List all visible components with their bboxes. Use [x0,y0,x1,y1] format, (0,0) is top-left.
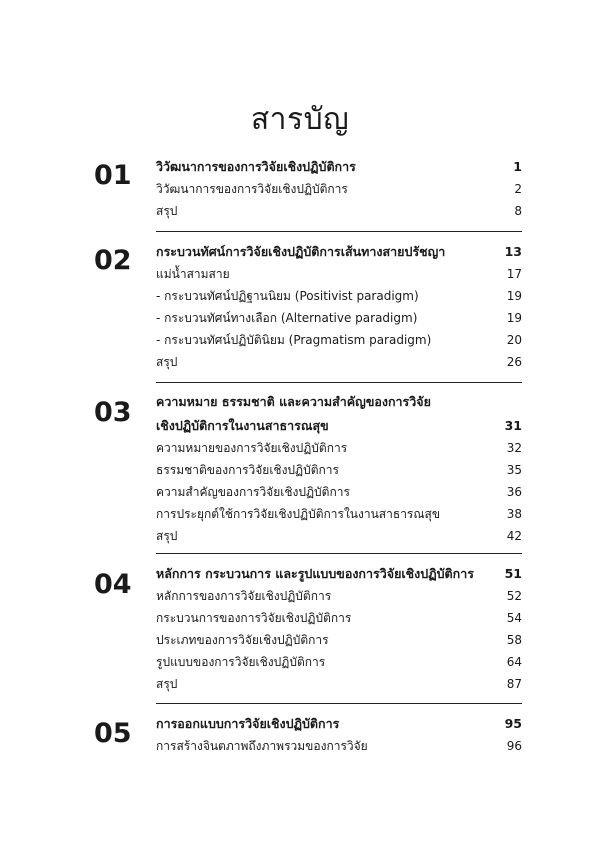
entry-title: ธรรมชาติของการวิจัยเชิงปฏิบัติการ [156,463,339,477]
entry-title: วิวัฒนาการของการวิจัยเชิงปฏิบัติการ [156,159,356,174]
toc-entry[interactable] [156,735,522,757]
section-divider [156,231,522,232]
toc-entry[interactable] [156,351,522,373]
entry-title: สรุป [156,677,178,691]
entry-title: วิวัฒนาการของการวิจัยเชิงปฏิบัติการ [156,182,348,196]
entry-title: สรุป [156,204,178,218]
chapter-heading-entry[interactable] [156,415,522,437]
toc-entry[interactable] [156,481,522,503]
toc-entry[interactable] [156,329,522,351]
entry-title: กระบวนทัศน์การวิจัยเชิงปฏิบัติการเส้นทางสายปรัชญา [156,244,446,259]
entry-page-number: 42 [506,529,522,543]
entry-page-number: 52 [506,589,522,603]
section-divider [156,703,522,704]
toc-entry[interactable] [156,585,522,607]
entry-title: - กระบวนทัศน์ปฏิบัตินิยม (Pragmatism paradigm) [156,333,432,347]
toc-entry[interactable] [156,263,522,285]
chapter-heading-entry[interactable] [156,713,522,735]
chapter-number: 04 [94,569,132,600]
entry-page-number: 19 [506,311,522,325]
entry-page-number: 87 [506,677,522,691]
entry-page-number: 13 [504,244,522,259]
entry-page-number: 36 [506,485,522,499]
entry-page-number: 38 [506,507,522,521]
chapter-heading-line[interactable] [156,391,522,412]
entry-title: สรุป [156,355,178,369]
toc-entry[interactable] [156,178,522,200]
entry-title: เชิงปฏิบัติการในงานสาธารณสุข [156,418,329,433]
toc-entry[interactable] [156,673,522,695]
toc-entry[interactable] [156,285,522,307]
chapter-heading-entry[interactable] [156,241,522,263]
section-divider [156,382,522,383]
entry-title: แม่น้ำสามสาย [156,267,230,281]
entry-title: ความหมาย ธรรมชาติ และความสำคัญของการวิจัย [156,394,431,409]
chapter-entries [156,156,522,222]
entry-title: - กระบวนทัศน์ปฏิฐานนิยม (Positivist paradigm) [156,289,419,303]
entry-page-number: 8 [514,204,522,218]
entry-title: หลักการของการวิจัยเชิงปฏิบัติการ [156,589,332,603]
entry-page-number: 1 [513,159,522,174]
toc-entry[interactable] [156,651,522,673]
entry-page-number: 31 [504,418,522,433]
entry-page-number: 96 [506,739,522,753]
entry-title: การประยุกต์ใช้การวิจัยเชิงปฏิบัติการในงานสาธารณสุข [156,507,441,521]
chapter-number: 02 [94,245,132,276]
toc-entry[interactable] [156,437,522,459]
entry-page-number: 54 [506,611,522,625]
toc-entry[interactable] [156,525,522,547]
entry-page-number: 26 [506,355,522,369]
entry-title: หลักการ กระบวนการ และรูปแบบของการวิจัยเชิงปฏิบัติการ [156,566,474,581]
entry-page-number: 51 [504,566,522,581]
chapter-number: 05 [94,718,132,749]
entry-page-number: 20 [506,333,522,347]
entry-title: ประเภทของการวิจัยเชิงปฏิบัติการ [156,633,329,647]
entry-title: - กระบวนทัศน์ทางเลือก (Alternative paradigm) [156,311,418,325]
entry-page-number: 2 [514,182,522,196]
toc-entry[interactable] [156,200,522,222]
entry-page-number: 17 [506,267,522,281]
toc-entry[interactable] [156,459,522,481]
toc-entry[interactable] [156,307,522,329]
chapter-entries [156,391,522,547]
chapter-number: 01 [94,160,132,191]
chapter-entries [156,563,522,695]
entry-title: สรุป [156,529,178,543]
page-title: สารบัญ [250,102,350,137]
entry-page-number: 64 [506,655,522,669]
entry-title: กระบวนการของการวิจัยเชิงปฏิบัติการ [156,611,352,625]
entry-title: ความหมายของการวิจัยเชิงปฏิบัติการ [156,441,348,455]
entry-page-number: 35 [506,463,522,477]
toc-entry[interactable] [156,607,522,629]
entry-title: รูปแบบของการวิจัยเชิงปฏิบัติการ [156,655,326,669]
entry-title: การออกแบบการวิจัยเชิงปฏิบัติการ [156,716,340,731]
entry-title: ความสำคัญของการวิจัยเชิงปฏิบัติการ [156,485,350,499]
entry-page-number: 19 [506,289,522,303]
entry-page-number: 95 [504,716,522,731]
toc-entry[interactable] [156,503,522,525]
chapter-number: 03 [94,397,132,428]
entry-title: การสร้างจินตภาพถึงภาพรวมของการวิจัย [156,739,368,753]
entry-page-number: 58 [506,633,522,647]
toc-entry[interactable] [156,629,522,651]
chapter-entries [156,241,522,373]
chapter-heading-entry[interactable] [156,156,522,178]
chapter-heading-entry[interactable] [156,563,522,585]
chapter-entries [156,713,522,757]
section-divider [156,553,522,554]
entry-page-number: 32 [506,441,522,455]
